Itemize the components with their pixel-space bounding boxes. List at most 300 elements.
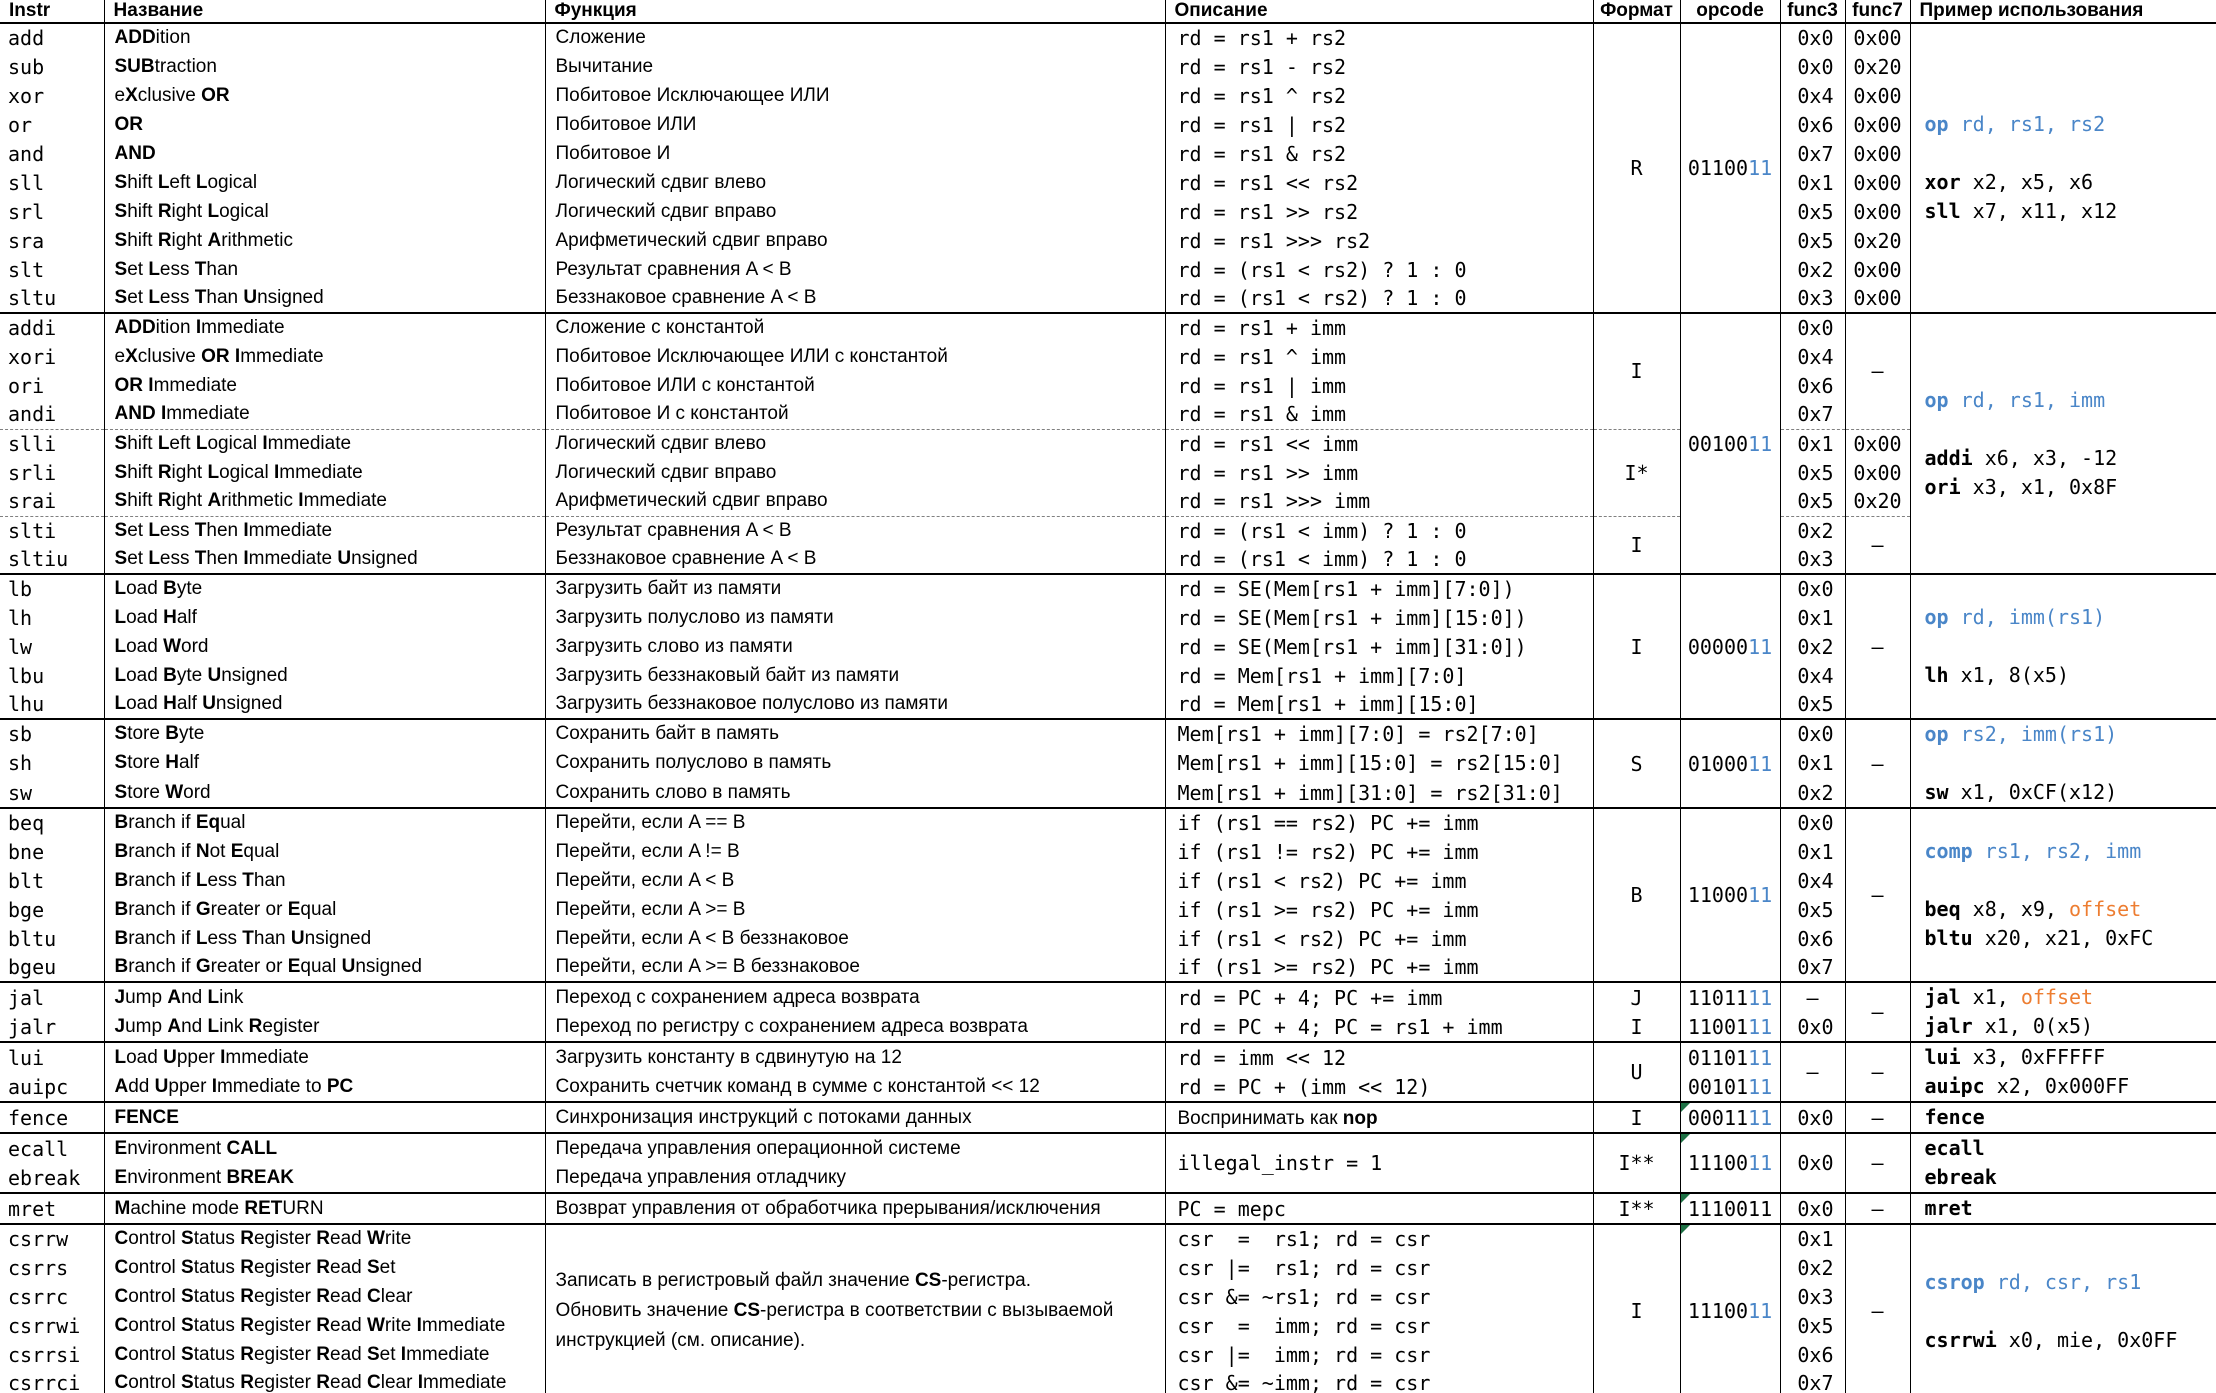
cell-name: Jump And Link [104, 982, 545, 1012]
cell-opcode: 0001111 [1680, 1102, 1780, 1133]
cell-description: rd = rs1 ^ imm [1165, 342, 1593, 371]
cell-opcode: 1110011 [1680, 1224, 1780, 1393]
cell-name: Branch if Equal [104, 808, 545, 837]
cell-name: Control Status Register Read Write [104, 1224, 545, 1253]
cell-instr: lui [0, 1042, 104, 1072]
cell-func3: 0x7 [1780, 139, 1845, 168]
cell-name: Load Half [104, 603, 545, 632]
cell-name: Shift Left Logical Immediate [104, 429, 545, 458]
cell-description: rd = rs1 + rs2 [1165, 23, 1593, 52]
cell-function: Передача управления отладчику [545, 1163, 1165, 1193]
cell-instr: lhu [8, 692, 45, 716]
cell-name: Jump And Link Register [104, 1012, 545, 1042]
cell-instr: xor [8, 83, 45, 108]
cell-name: ADDition [104, 23, 545, 52]
cell-func7: 0x00 [1845, 139, 1910, 168]
cell-format: J [1593, 982, 1680, 1012]
cell-name: Load Word [104, 632, 545, 661]
cell-func7: – [1845, 1102, 1910, 1133]
cell-instr: or [8, 112, 33, 137]
cell-instr: csrrc [8, 1284, 69, 1309]
cell-func3: 0x5 [1780, 1311, 1845, 1340]
cell-func3: 0x0 [1780, 313, 1845, 342]
table-row [0, 139, 2216, 168]
column-header-example: Пример использования [1910, 0, 2216, 23]
cell-function: Побитовое Исключающее ИЛИ [545, 81, 1165, 110]
cell-function: Загрузить слово из памяти [545, 632, 1165, 661]
cell-instr: ebreak [8, 1165, 81, 1190]
cell-func7: – [1845, 1042, 1910, 1102]
column-header-name: Название [104, 0, 545, 23]
cell-example: lui x3, 0xFFFFF auipc x2, 0x000FF [1910, 1042, 2216, 1102]
cell-name: Branch if Less Than [104, 866, 545, 895]
cell-description: rd = rs1 << imm [1165, 429, 1593, 458]
cell-description: rd = rs1 ^ rs2 [1165, 81, 1593, 110]
cell-function: Сохранить полуслово в память [545, 749, 1165, 779]
cell-func3: 0x5 [1780, 226, 1845, 255]
cell-instr: bge [8, 897, 45, 922]
cell-instr: lh [8, 605, 33, 630]
cell-func7: – [1845, 1224, 1910, 1393]
cell-instr: bgeu [8, 955, 57, 979]
cell-func3: 0x0 [1780, 1193, 1845, 1224]
cell-instr: xori [8, 344, 57, 369]
cell-func3: 0x7 [1780, 1369, 1845, 1393]
cell-description: csr &= ~imm; rd = csr [1165, 1369, 1593, 1393]
cell-instr: srli [8, 460, 57, 485]
cell-function: Побитовое ИЛИ с константой [545, 371, 1165, 400]
cell-name: Load Half Unsigned [104, 690, 545, 719]
cell-name: Environment BREAK [104, 1163, 545, 1193]
cell-description: rd = (rs1 < rs2) ? 1 : 0 [1165, 284, 1593, 313]
cell-name: Load Byte Unsigned [104, 661, 545, 690]
cell-name: Shift Right Logical [104, 197, 545, 226]
cell-func7: – [1845, 574, 1910, 719]
column-header-func7: func7 [1845, 0, 1910, 23]
cell-function: Синхронизация инструкций с потоками данных [545, 1102, 1165, 1133]
cell-name: Shift Right Arithmetic Immediate [104, 487, 545, 516]
cell-function: Побитовое Исключающее ИЛИ с константой [545, 342, 1165, 371]
cell-func3: 0x1 [1780, 837, 1845, 866]
table-row [0, 982, 2216, 1012]
cell-func7: – [1845, 982, 1910, 1042]
cell-func7: – [1845, 1133, 1910, 1193]
cell-name: Machine mode RETURN [104, 1193, 545, 1224]
cell-description: rd = rs1 & rs2 [1165, 139, 1593, 168]
table-row [0, 719, 2216, 749]
cell-description: rd = SE(Mem[rs1 + imm][31:0]) [1165, 632, 1593, 661]
cell-description: rd = rs1 + imm [1165, 313, 1593, 342]
table-row [0, 487, 2216, 516]
cell-instr: csrrsi [8, 1342, 81, 1367]
cell-func3: 0x4 [1780, 661, 1845, 690]
cell-error-flag-triangle-icon [1681, 1134, 1690, 1143]
cell-func3: 0x1 [1780, 1224, 1845, 1253]
cell-description: PC = mepc [1165, 1193, 1593, 1224]
cell-name: Environment CALL [104, 1133, 545, 1163]
cell-instr: add [8, 26, 45, 50]
cell-opcode: 1101111 [1680, 982, 1780, 1012]
cell-func7: 0x00 [1845, 197, 1910, 226]
cell-description: if (rs1 >= rs2) PC += imm [1165, 953, 1593, 982]
cell-function: Перейти, если A >= B беззнаковое [545, 953, 1165, 982]
cell-func3: 0x7 [1780, 400, 1845, 429]
table-row [0, 110, 2216, 139]
cell-format: U [1593, 1042, 1680, 1102]
cell-instr: bne [8, 839, 45, 864]
cell-instr: jal [0, 982, 104, 1012]
cell-description: rd = Mem[rs1 + imm][7:0] [1165, 661, 1593, 690]
cell-func3: 0x1 [1780, 429, 1845, 458]
cell-name: Store Byte [104, 719, 545, 749]
cell-description: rd = SE(Mem[rs1 + imm][15:0]) [1165, 603, 1593, 632]
cell-func3: 0x4 [1780, 342, 1845, 371]
cell-name: Set Less Then Immediate [104, 516, 545, 545]
cell-func7: 0x00 [1845, 429, 1910, 458]
cell-instr: csrrwi [8, 1313, 81, 1338]
column-header-func3: func3 [1780, 0, 1845, 23]
cell-name: OR Immediate [104, 371, 545, 400]
cell-function: Сложение [545, 23, 1165, 52]
cell-name: eXclusive OR [104, 81, 545, 110]
cell-description: rd = (rs1 < rs2) ? 1 : 0 [1165, 255, 1593, 284]
cell-description: rd = rs1 >>> imm [1165, 487, 1593, 516]
cell-func7: 0x00 [1845, 81, 1910, 110]
cell-format: B [1593, 808, 1680, 982]
cell-name: eXclusive OR Immediate [104, 342, 545, 371]
cell-instr: ori [8, 373, 45, 398]
cell-func3: 0x5 [1780, 895, 1845, 924]
table-row [0, 516, 2216, 545]
cell-description: rd = Mem[rs1 + imm][15:0] [1165, 690, 1593, 719]
cell-example: fence [1910, 1102, 2216, 1133]
cell-function: Перейти, если A == B [545, 808, 1165, 837]
table-row [0, 284, 2216, 313]
cell-function: Переход с сохранением адреса возврата [545, 982, 1165, 1012]
cell-instr: csrrci [8, 1371, 81, 1393]
cell-instr: slt [8, 257, 45, 282]
cell-function: Результат сравнения A < B [545, 516, 1165, 545]
cell-func3: 0x2 [1780, 255, 1845, 284]
cell-name: FENCE [104, 1102, 545, 1133]
cell-instr: and [8, 141, 45, 166]
cell-function: Сохранить байт в память [545, 719, 1165, 749]
cell-func3: 0x0 [1780, 719, 1845, 749]
cell-func7: – [1845, 313, 1910, 429]
table-row [0, 52, 2216, 81]
column-header-opcode: opcode [1680, 0, 1780, 23]
cell-func3: 0x2 [1780, 516, 1845, 545]
cell-name: Branch if Greater or Equal [104, 895, 545, 924]
cell-opcode: 1100111 [1680, 1012, 1780, 1042]
cell-description: rd = PC + 4; PC += imm [1165, 982, 1593, 1012]
cell-func3: 0x2 [1780, 1253, 1845, 1282]
cell-func3: 0x0 [1780, 574, 1845, 603]
cell-function: Загрузить беззнаковое полуслово из памяти [545, 690, 1165, 719]
cell-func3: 0x3 [1780, 545, 1845, 574]
cell-example: jal x1, offset jalr x1, 0(x5) [1910, 982, 2216, 1042]
cell-func3: – [1780, 982, 1845, 1012]
cell-name: Control Status Register Read Clear [104, 1282, 545, 1311]
cell-func3: 0x5 [1780, 197, 1845, 226]
cell-function: Перейти, если A < B беззнаковое [545, 924, 1165, 953]
cell-func7: 0x20 [1845, 487, 1910, 516]
cell-instr: blt [8, 868, 45, 893]
cell-description: rd = rs1 | rs2 [1165, 110, 1593, 139]
cell-instr: slti [0, 516, 104, 545]
cell-opcode: 0010011 [1680, 313, 1780, 574]
cell-func7: 0x00 [1845, 110, 1910, 139]
cell-name: Set Less Than Unsigned [104, 284, 545, 313]
cell-description: rd = rs1 - rs2 [1165, 52, 1593, 81]
cell-name: Add Upper Immediate to PC [104, 1072, 545, 1102]
cell-name: Shift Right Arithmetic [104, 226, 545, 255]
cell-func7: – [1845, 1193, 1910, 1224]
cell-function: Логический сдвиг вправо [545, 458, 1165, 487]
cell-instr: auipc [8, 1074, 69, 1099]
table-row [0, 1193, 2216, 1224]
table-row [0, 808, 2216, 837]
cell-func3: 0x1 [1780, 603, 1845, 632]
table-row [0, 81, 2216, 110]
cell-error-flag-triangle-icon [1681, 1194, 1690, 1203]
cell-instr: addi [0, 313, 104, 342]
cell-description: illegal_instr = 1 [1165, 1133, 1593, 1193]
cell-description: if (rs1 >= rs2) PC += imm [1165, 895, 1593, 924]
cell-instr: lb [0, 574, 104, 603]
cell-format: I [1593, 574, 1680, 719]
cell-format: I* [1593, 429, 1680, 516]
cell-name: AND [104, 139, 545, 168]
cell-example: csrop rd, csr, rs1 csrrwi x0, mie, 0x0FF [1910, 1224, 2216, 1393]
cell-func3: 0x0 [1780, 23, 1845, 52]
cell-name: Branch if Greater or Equal Unsigned [104, 953, 545, 982]
cell-function: Беззнаковое сравнение A < B [545, 545, 1165, 574]
cell-func3: 0x6 [1780, 371, 1845, 400]
cell-format: I** [1593, 1133, 1680, 1193]
cell-func7: 0x00 [1845, 23, 1910, 52]
cell-instr: mret [0, 1193, 104, 1224]
cell-instr: sra [8, 228, 45, 253]
table-row [0, 574, 2216, 603]
cell-name: Branch if Less Than Unsigned [104, 924, 545, 953]
cell-func3: 0x4 [1780, 81, 1845, 110]
table-row [0, 429, 2216, 458]
cell-func3: 0x0 [1780, 1133, 1845, 1193]
cell-instr: sb [0, 719, 104, 749]
cell-name: Load Byte [104, 574, 545, 603]
cell-name: Set Less Then Immediate Unsigned [104, 545, 545, 574]
cell-func3: 0x2 [1780, 632, 1845, 661]
cell-instr: sw [8, 780, 33, 805]
cell-func3: 0x0 [1780, 808, 1845, 837]
cell-func3: 0x1 [1780, 168, 1845, 197]
cell-func7: 0x20 [1845, 52, 1910, 81]
cell-example: comp rs1, rs2, imm beq x8, x9, offset bltu x20, x21, 0xFC [1910, 808, 2216, 982]
cell-function: Записать в регистровый файл значение CS-регистра. Обновить значение CS-регистра в соответствии с вызываемой инструкцией (см. описание). [545, 1224, 1165, 1393]
cell-func7: 0x00 [1845, 458, 1910, 487]
cell-description: Воспринимать как nop [1165, 1102, 1593, 1133]
cell-func3: 0x6 [1780, 924, 1845, 953]
cell-opcode: 0000011 [1680, 574, 1780, 719]
cell-example: op rs2, imm(rs1) sw x1, 0xCF(x12) [1910, 719, 2216, 808]
cell-description: Mem[rs1 + imm][7:0] = rs2[7:0] [1165, 719, 1593, 749]
cell-name: Shift Left Logical [104, 168, 545, 197]
cell-function: Сложение с константой [545, 313, 1165, 342]
cell-description: Mem[rs1 + imm][31:0] = rs2[31:0] [1165, 778, 1593, 808]
cell-name: Control Status Register Read Clear Immediate [104, 1369, 545, 1393]
cell-instr: andi [8, 402, 57, 427]
cell-func3: – [1780, 1042, 1845, 1102]
cell-opcode: 1110011 [1680, 1133, 1780, 1193]
cell-function: Результат сравнения A < B [545, 255, 1165, 284]
table-row [0, 1133, 2216, 1163]
cell-description: if (rs1 < rs2) PC += imm [1165, 866, 1593, 895]
table-row [0, 458, 2216, 487]
cell-instr: sub [8, 54, 45, 79]
cell-description: rd = SE(Mem[rs1 + imm][7:0]) [1165, 574, 1593, 603]
cell-description: rd = PC + 4; PC = rs1 + imm [1165, 1012, 1593, 1042]
cell-func7: – [1845, 516, 1910, 574]
cell-func3: 0x3 [1780, 284, 1845, 313]
cell-function: Сохранить счетчик команд в сумме с константой << 12 [545, 1072, 1165, 1102]
table-row [0, 168, 2216, 197]
cell-description: csr = imm; rd = csr [1165, 1311, 1593, 1340]
cell-name: OR [104, 110, 545, 139]
cell-name: Control Status Register Read Set [104, 1253, 545, 1282]
cell-instr: sll [8, 170, 45, 195]
table-row [0, 226, 2216, 255]
cell-name: Load Upper Immediate [104, 1042, 545, 1072]
table-body [0, 23, 2216, 1393]
cell-function: Перейти, если A >= B [545, 895, 1165, 924]
cell-func3: 0x0 [1780, 1012, 1845, 1042]
cell-description: csr |= rs1; rd = csr [1165, 1253, 1593, 1282]
cell-opcode: 0110111 [1680, 1042, 1780, 1072]
cell-function: Логический сдвиг влево [545, 168, 1165, 197]
cell-opcode: 0010111 [1680, 1072, 1780, 1102]
cell-name: ADDition Immediate [104, 313, 545, 342]
cell-description: Mem[rs1 + imm][15:0] = rs2[15:0] [1165, 749, 1593, 779]
cell-function: Возврат управления от обработчика прерывания/исключения [545, 1193, 1165, 1224]
cell-name: AND Immediate [104, 400, 545, 429]
cell-function: Перейти, если A != B [545, 837, 1165, 866]
cell-name: Store Word [104, 778, 545, 808]
cell-example: op rd, imm(rs1) lh x1, 8(x5) [1910, 574, 2216, 719]
column-header-instr: Instr [0, 0, 104, 23]
cell-instr: lbu [8, 663, 45, 688]
cell-error-flag-triangle-icon [1681, 1225, 1690, 1234]
cell-format: I [1593, 313, 1680, 429]
table-row [0, 1042, 2216, 1072]
cell-function: Передача управления операционной системе [545, 1133, 1165, 1163]
cell-func3: 0x0 [1780, 52, 1845, 81]
table-row [0, 1102, 2216, 1133]
cell-description: rd = rs1 >> rs2 [1165, 197, 1593, 226]
cell-opcode: 0100011 [1680, 719, 1780, 808]
cell-example: op rd, rs1, rs2 xor x2, x5, x6 sll x7, x11, x12 [1910, 23, 2216, 313]
cell-format: I [1593, 1224, 1680, 1393]
cell-function: Арифметический сдвиг вправо [545, 487, 1165, 516]
cell-format: I [1593, 516, 1680, 574]
cell-example: op rd, rs1, imm addi x6, x3, -12 ori x3, x1, 0x8F [1910, 313, 2216, 574]
cell-instr: beq [0, 808, 104, 837]
cell-function: Загрузить беззнаковый байт из памяти [545, 661, 1165, 690]
cell-instr: sltiu [8, 547, 69, 571]
cell-instr: srl [8, 199, 45, 224]
cell-opcode: 1110011 [1680, 1193, 1780, 1224]
cell-func3: 0x7 [1780, 953, 1845, 982]
cell-function: Беззнаковое сравнение A < B [545, 284, 1165, 313]
cell-opcode: 1100011 [1680, 808, 1780, 982]
cell-format: I** [1593, 1193, 1680, 1224]
cell-description: rd = imm << 12 [1165, 1042, 1593, 1072]
cell-instr: csrrw [0, 1224, 104, 1253]
cell-function: Побитовое И [545, 139, 1165, 168]
table-row [0, 1224, 2216, 1253]
cell-instr: bltu [8, 926, 57, 951]
cell-description: if (rs1 < rs2) PC += imm [1165, 924, 1593, 953]
cell-description: csr &= ~rs1; rd = csr [1165, 1282, 1593, 1311]
table-row [0, 197, 2216, 226]
cell-function: Загрузить байт из памяти [545, 574, 1165, 603]
cell-description: rd = (rs1 < imm) ? 1 : 0 [1165, 545, 1593, 574]
table-row [0, 255, 2216, 284]
cell-function: Сохранить слово в память [545, 778, 1165, 808]
cell-function: Загрузить константу в сдвинутую на 12 [545, 1042, 1165, 1072]
cell-description: csr = rs1; rd = csr [1165, 1224, 1593, 1253]
cell-func3: 0x5 [1780, 690, 1845, 719]
column-header-function: Функция [545, 0, 1165, 23]
cell-instr: sltu [8, 286, 57, 310]
cell-func7: – [1845, 808, 1910, 982]
cell-name: SUBtraction [104, 52, 545, 81]
cell-func3: 0x6 [1780, 1340, 1845, 1369]
cell-name: Shift Right Logical Immediate [104, 458, 545, 487]
cell-description: rd = rs1 >> imm [1165, 458, 1593, 487]
cell-opcode: 0110011 [1680, 23, 1780, 313]
cell-description: rd = rs1 >>> rs2 [1165, 226, 1593, 255]
cell-func3: 0x5 [1780, 458, 1845, 487]
cell-description: rd = rs1 << rs2 [1165, 168, 1593, 197]
cell-function: Логический сдвиг вправо [545, 197, 1165, 226]
cell-example: ecall ebreak [1910, 1133, 2216, 1193]
cell-name: Control Status Register Read Write Immediate [104, 1311, 545, 1340]
cell-description: rd = rs1 & imm [1165, 400, 1593, 429]
cell-format: S [1593, 719, 1680, 808]
table-row [0, 23, 2216, 52]
cell-name: Branch if Not Equal [104, 837, 545, 866]
cell-instr: lw [8, 634, 33, 659]
column-header-format: Формат [1593, 0, 1680, 23]
cell-example: mret [1910, 1193, 2216, 1224]
cell-function: Переход по регистру с сохранением адреса возврата [545, 1012, 1165, 1042]
cell-instr: jalr [8, 1014, 57, 1039]
cell-function: Арифметический сдвиг вправо [545, 226, 1165, 255]
cell-name: Store Half [104, 749, 545, 779]
cell-function: Побитовое И с константой [545, 400, 1165, 429]
cell-instr: fence [0, 1102, 104, 1133]
cell-format: I [1593, 1102, 1680, 1133]
cell-instr: sh [8, 751, 33, 776]
cell-func3: 0x1 [1780, 749, 1845, 779]
cell-func7: – [1845, 719, 1910, 808]
table-row [0, 313, 2216, 342]
cell-function: Побитовое ИЛИ [545, 110, 1165, 139]
column-header-description: Описание [1165, 0, 1593, 23]
header-row [0, 0, 2216, 23]
cell-instr: srai [8, 489, 57, 514]
